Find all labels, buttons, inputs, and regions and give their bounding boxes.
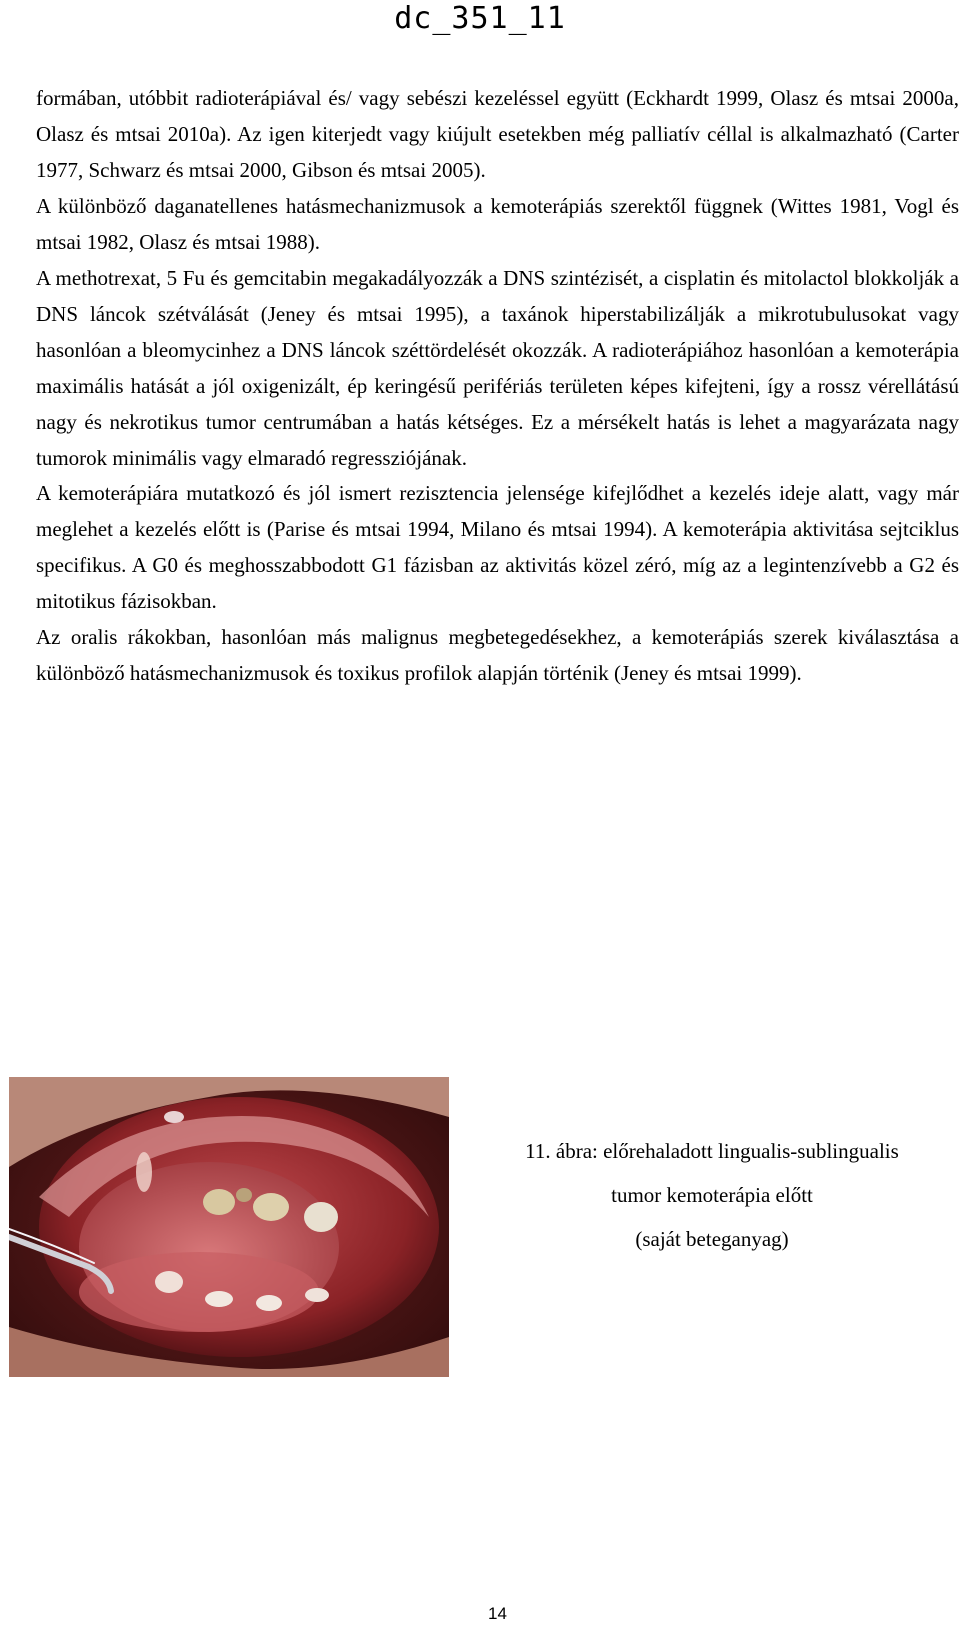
paragraph-1: formában, utóbbit radioterápiával és/ vagy sebészi kezeléssel együtt (Eckhardt 1999, Olasz és mtsai 2000a, Olasz és mtsai 2010a). Az igen kiterjedt vagy kiújult esetekben még palliatív céllal is alkalmazható (Carter 1977, Schwarz és mtsai 2000, Gibson és mtsai 2005). xyxy=(36,86,959,182)
caption-line-3: (saját beteganyag) xyxy=(635,1227,789,1251)
figure-caption xyxy=(462,1129,960,1261)
document-code-header: dc_351_11 xyxy=(394,1,566,36)
clinical-photo xyxy=(9,1077,449,1377)
body-text xyxy=(36,81,959,692)
paragraph-3: A methotrexat, 5 Fu és gemcitabin megakadályozzák a DNS szintézisét, a cisplatin és mitolactol blokkolják a DNS láncok szétválását (Jeney és mtsai 1995), a taxánok hiperstabilizálják a mikrotubulusokat vagy hasonlóan a bleomycinhez a DNS láncok széttördelését okozzák. A radioterápiához hasonlóan a kemoterápia maximális hatását a jól oxigenizált, ép keringésű perifériás területen képes kifejteni, így a rossz vérellátású nagy és nekrotikus tumor centrumában a hatás kétséges. Ez a mérsékelt hatás is lehet a magyarázata nagy tumorok minimális vagy elmaradó regressziójának. xyxy=(36,265,959,470)
paragraph-4: A kemoterápiára mutatkozó és jól ismert rezisztencia jelensége kifejlődhet a kezelés ideje alatt, vagy már meglehet a kezelés előtt is (Parise és mtsai 1994, Milano és mtsai 1994). A kemoterápia aktivitása sejtciklus specifikus. A G0 és meghosszabbodott G1 fázisban az aktivitás közel zéró, míg az a legintenzívebb a G2 és mitotikus fázisokban. xyxy=(36,481,959,614)
caption-line-1: 11. ábra: előrehaladott lingualis-sublingualis xyxy=(525,1139,899,1163)
page-number: 14 xyxy=(488,1604,507,1623)
caption-line-2: tumor kemoterápia előtt xyxy=(611,1183,813,1207)
paragraph-5: Az oralis rákokban, hasonlóan más malignus megbetegedésekhez, a kemoterápiás szerek kiválasztása a különböző hatásmechanizmusok és toxikus profilok alapján történik (Jeney és mtsai 1999). xyxy=(36,625,959,686)
paragraph-2: A különböző daganatellenes hatásmechanizmusok a kemoterápiás szerektől függnek (Wittes 1981, Vogl és mtsai 1982, Olasz és mtsai 1988). xyxy=(36,193,959,254)
